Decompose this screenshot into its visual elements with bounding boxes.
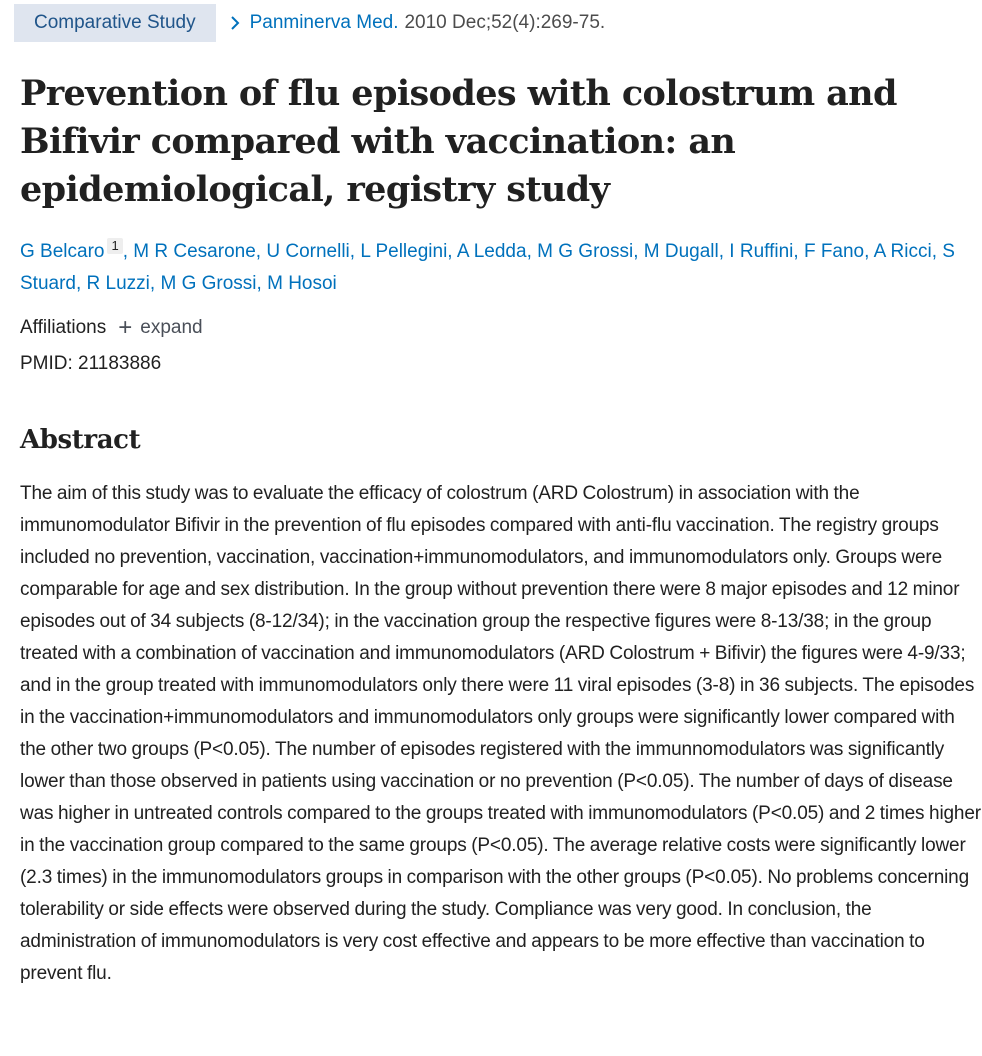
author-link[interactable]: M G Grossi xyxy=(537,241,634,262)
author-link[interactable]: G Belcaro xyxy=(20,241,105,262)
author-list: G Belcaro 1 , M R Cesarone, U Cornelli, L Pellegini, A Ledda, M G Grossi, M Dugall, I Ruffini, F Fano, A Ricci, S Stuard, R Luzzi, M G Grossi, M Hosoi xyxy=(20,238,955,294)
citation-details: 2010 Dec;52(4):269-75. xyxy=(404,12,606,33)
affiliations-row xyxy=(20,316,962,340)
abstract-text: The aim of this study was to evaluate the efficacy of colostrum (ARD Colostrum) in association with the immunomodulator Bifivir in the prevention of flu episodes compared with anti-flu vaccination. The registry groups included no prevention, vaccination, vaccination+immunomodulators, and immunomodulators only. Groups were comparable for age and sex distribution. In the group without prevention there were 8 major episodes and 12 minor episodes out of 34 subjects (8-12/34); in the vaccination group the respective figures were 8-13/38; in the group treated with a combination of vaccination and immunomodulators (ARD Colostrum + Bifivir) the figures were 4-9/33; and in the group treated with immunomodulators only there were 11 viral episodes (3-8) in 36 subjects. The episodes in the vaccination+immunomodulators and immunomodulators only groups were significantly lower compared with the other two groups (P<0.05). The number of episodes registered with the immunnomodulators was significantly lower than those observed in patients using vaccination or no prevention (P<0.05). The number of days of disease was higher in untreated controls compared to the groups treated with immunomodulators (P<0.05) and 2 times higher in the vaccination group compared to the same groups (P<0.05). The average relative costs were significantly lower (2.3 times) in the immunomodulators groups in comparison with the other groups (P<0.05). No problems concerning tolerability or side effects were observed during the study. Compliance was very good. In conclusion, the administration of immunomodulators is very cost effective and appears to be more effective than vaccination to prevent flu. xyxy=(20,483,981,984)
abstract-heading: Abstract xyxy=(20,425,141,455)
author-link[interactable]: M Dugall xyxy=(643,241,719,262)
expand-affiliations-button[interactable] xyxy=(118,316,202,340)
author-link[interactable]: L Pellegini xyxy=(360,241,448,262)
author-link[interactable]: S Stuard xyxy=(20,241,955,294)
affiliation-ref-badge[interactable]: 1 xyxy=(107,238,122,254)
affiliations-label: Affiliations xyxy=(20,317,107,338)
author-link[interactable]: A Ledda xyxy=(456,241,527,262)
author-link[interactable]: R Luzzi xyxy=(86,273,150,294)
pmid: PMID: 21183886 xyxy=(20,353,162,374)
plus-icon: + xyxy=(118,314,133,341)
publication-type-badge: Comparative Study xyxy=(14,4,216,42)
author-link[interactable]: M Hosoi xyxy=(267,273,337,294)
author-link[interactable]: M R Cesarone xyxy=(133,241,256,262)
author-link[interactable]: M G Grossi xyxy=(160,273,257,294)
expand-label: expand xyxy=(140,317,203,338)
article-title: Prevention of flu episodes with colostrum and Bifivir compared with vaccination: an epidemiological, registry study xyxy=(20,73,897,210)
journal-citation xyxy=(230,12,606,34)
author-link[interactable]: A Ricci xyxy=(873,241,932,262)
author-link[interactable]: I Ruffini xyxy=(729,241,794,262)
author-link[interactable]: U Cornelli xyxy=(266,241,350,262)
journal-link[interactable]: Panminerva Med. xyxy=(249,12,399,33)
chevron-right-icon[interactable] xyxy=(230,15,242,31)
article-header xyxy=(20,0,962,46)
author-link[interactable]: F Fano xyxy=(803,241,865,262)
